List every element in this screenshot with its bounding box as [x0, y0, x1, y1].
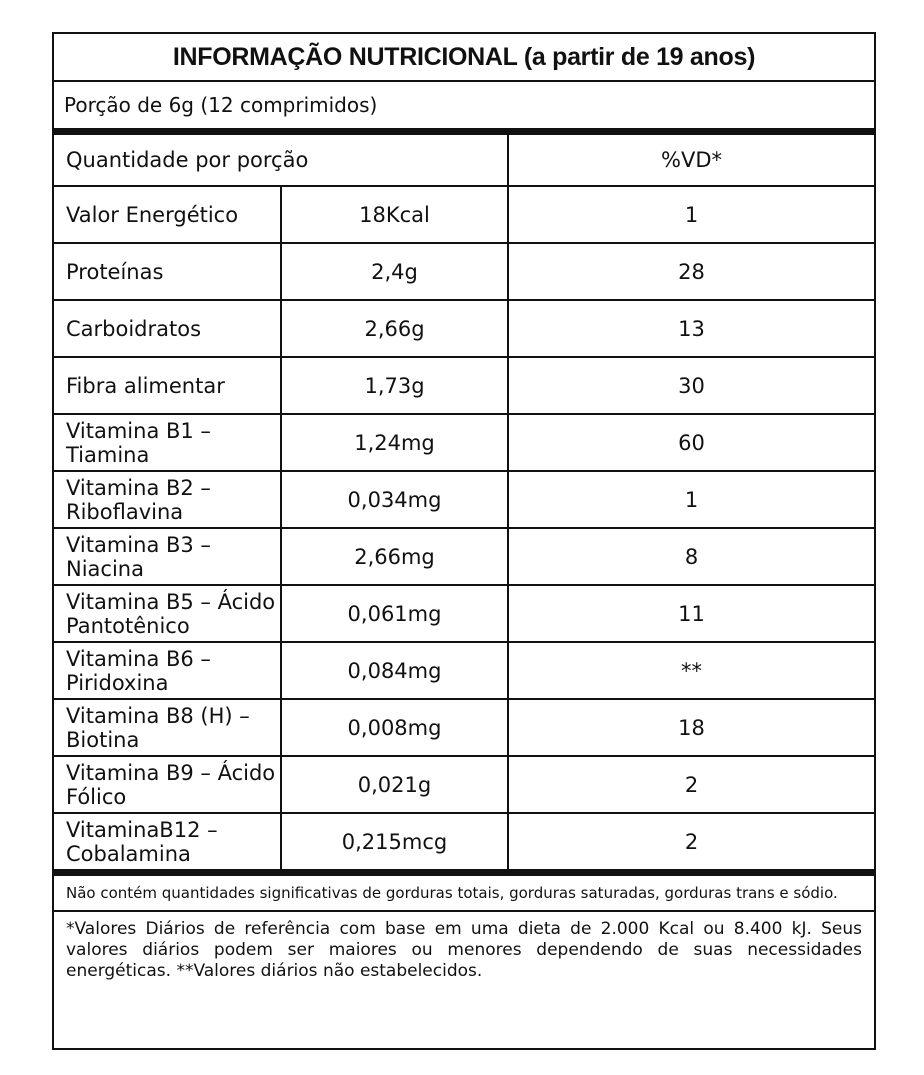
nutrient-row: [54, 357, 874, 414]
nutrient-daily-value: 28: [508, 243, 874, 300]
nutrient-daily-value: 60: [508, 414, 874, 471]
nutrient-row: [54, 813, 874, 873]
nutrient-amount: 18Kcal: [281, 186, 508, 243]
nutrient-row: [54, 699, 874, 756]
nutrient-name: VitaminaB12 – Cobalamina: [54, 813, 281, 873]
nutrient-amount: 0,021g: [281, 756, 508, 813]
nutrient-daily-value: 18: [508, 699, 874, 756]
nutrient-row: [54, 414, 874, 471]
nutrient-amount: 1,24mg: [281, 414, 508, 471]
nutrient-name: Vitamina B3 – Niacina: [54, 528, 281, 585]
nutrient-name: Vitamina B6 – Piridoxina: [54, 642, 281, 699]
nutrient-daily-value: 30: [508, 357, 874, 414]
nutrition-table: [54, 135, 874, 876]
nutrient-daily-value: 1: [508, 471, 874, 528]
nutrient-row: [54, 585, 874, 642]
nutrient-amount: 0,008mg: [281, 699, 508, 756]
nutrient-row: [54, 471, 874, 528]
nutrient-name: Vitamina B5 – Ácido Pantotênico: [54, 585, 281, 642]
nutrient-row: [54, 756, 874, 813]
nutrient-amount: 0,215mcg: [281, 813, 508, 873]
nutrient-daily-value: 1: [508, 186, 874, 243]
nutrient-amount: 0,084mg: [281, 642, 508, 699]
nutrient-amount: 2,4g: [281, 243, 508, 300]
table-header-row: [54, 135, 874, 186]
nutrient-row: [54, 186, 874, 243]
nutrient-amount: 2,66g: [281, 300, 508, 357]
nutrient-daily-value: 13: [508, 300, 874, 357]
nutrient-name: Vitamina B2 – Riboflavina: [54, 471, 281, 528]
nutrient-name: Fibra alimentar: [54, 357, 281, 414]
serving-size: Porção de 6g (12 comprimidos): [54, 82, 874, 135]
nutrient-amount: 0,034mg: [281, 471, 508, 528]
nutrient-daily-value: 11: [508, 585, 874, 642]
nutrient-daily-value: 8: [508, 528, 874, 585]
nutrient-row: [54, 243, 874, 300]
nutrient-daily-value: 2: [508, 756, 874, 813]
label-title: INFORMAÇÃO NUTRICIONAL (a partir de 19 anos): [54, 34, 874, 82]
nutrient-name: Vitamina B8 (H) – Biotina: [54, 699, 281, 756]
nutrient-amount: 2,66mg: [281, 528, 508, 585]
nutrient-row: [54, 300, 874, 357]
quantity-per-serving-header: Quantidade por porção: [54, 135, 508, 186]
nutrient-amount: 0,061mg: [281, 585, 508, 642]
nutrient-name: Vitamina B1 – Tiamina: [54, 414, 281, 471]
nutrient-daily-value: **: [508, 642, 874, 699]
not-significant-note: Não contém quantidades significativas de gorduras totais, gorduras saturadas, gorduras trans e sódio.: [54, 876, 874, 912]
nutrient-name: Valor Energético: [54, 186, 281, 243]
nutrient-row: [54, 528, 874, 585]
nutrient-amount: 1,73g: [281, 357, 508, 414]
nutrient-name: Carboidratos: [54, 300, 281, 357]
daily-value-header: %VD*: [508, 135, 874, 186]
nutrient-daily-value: 2: [508, 813, 874, 873]
nutrient-row: [54, 642, 874, 699]
nutrition-facts-label: [52, 32, 876, 1050]
nutrient-name: Proteínas: [54, 243, 281, 300]
daily-values-footnote: *Valores Diários de referência com base em uma dieta de 2.000 Kcal ou 8.400 kJ. Seus valores diários podem ser maiores ou menores dependendo de suas necessidades energéticas. **Valores diários não estabelecidos.: [66, 919, 862, 981]
nutrient-name: Vitamina B9 – Ácido Fólico: [54, 756, 281, 813]
